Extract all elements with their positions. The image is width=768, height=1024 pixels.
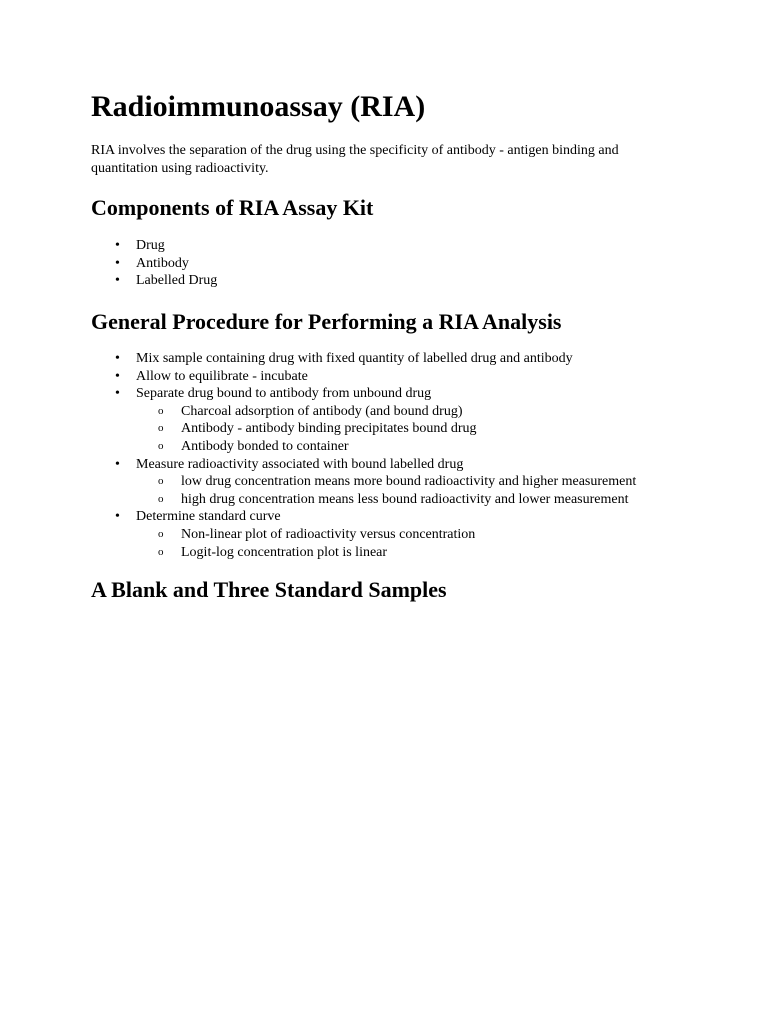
circle-bullet-icon: o — [158, 439, 164, 452]
sub-list-item — [136, 491, 636, 509]
bullet-icon: • — [115, 368, 120, 384]
bullet-icon: • — [115, 255, 120, 271]
circle-bullet-icon: o — [158, 475, 164, 488]
sub-list-item-text: Non-linear plot of radioactivity versus concentration — [181, 526, 476, 542]
list-item — [91, 456, 636, 509]
sub-list — [136, 473, 636, 508]
list-item-text: Determine standard curve — [136, 509, 281, 525]
circle-bullet-icon: o — [158, 492, 164, 505]
circle-bullet-icon: o — [158, 404, 164, 417]
sub-list-item-text: Charcoal adsorption of antibody (and bound drug) — [181, 403, 463, 419]
circle-bullet-icon: o — [158, 422, 164, 435]
sub-list-item-text: high drug concentration means less bound radioactivity and lower measurement — [181, 491, 629, 507]
list-item-text: Labelled Drug — [136, 273, 218, 289]
sub-list — [136, 403, 636, 456]
bullet-icon: • — [115, 273, 120, 289]
circle-bullet-icon: o — [158, 527, 164, 540]
list-item — [91, 272, 217, 290]
sub-list-item — [136, 526, 636, 544]
intro-paragraph: RIA involves the separation of the drug using the specificity of antibody - antigen binding and quantitation using radioactivity. — [91, 143, 619, 176]
bullet-icon: • — [115, 386, 120, 402]
list-item — [91, 255, 217, 273]
components-list — [91, 237, 217, 290]
list-item — [91, 368, 636, 386]
page-title: Radioimmunoassay (RIA) — [91, 90, 426, 123]
list-item-text: Measure radioactivity associated with bound labelled drug — [136, 456, 464, 472]
bullet-icon: • — [115, 509, 120, 525]
components-heading: Components of RIA Assay Kit — [91, 195, 374, 220]
list-item — [91, 385, 636, 455]
sub-list-item — [136, 420, 636, 438]
sub-list — [136, 526, 636, 561]
list-item — [91, 508, 636, 561]
procedure-list — [91, 350, 636, 561]
bullet-icon: • — [115, 238, 120, 253]
sub-list-item-text: Logit-log concentration plot is linear — [181, 544, 388, 560]
standard-samples-heading: A Blank and Three Standard Samples — [91, 577, 447, 602]
bullet-icon: • — [115, 456, 120, 472]
sub-list-item — [136, 403, 636, 421]
sub-list-item — [136, 438, 636, 456]
list-item — [91, 350, 636, 368]
list-item-text: Drug — [136, 238, 165, 253]
bullet-icon: • — [115, 351, 120, 366]
sub-list-item-text: Antibody - antibody binding precipitates bound drug — [181, 421, 477, 437]
list-item-text: Separate drug bound to antibody from unbound drug — [136, 386, 432, 402]
list-item — [91, 237, 217, 255]
list-item-text: Antibody — [136, 255, 189, 271]
sub-list-item-text: low drug concentration means more bound radioactivity and higher measurement — [181, 474, 637, 490]
list-item-text: Mix sample containing drug with fixed quantity of labelled drug and antibody — [136, 351, 573, 366]
circle-bullet-icon: o — [158, 545, 164, 558]
sub-list-item-text: Antibody bonded to container — [181, 438, 349, 454]
list-item-text: Allow to equilibrate - incubate — [136, 368, 308, 384]
sub-list-item — [136, 544, 636, 562]
procedure-heading: General Procedure for Performing a RIA Analysis — [91, 309, 562, 334]
sub-list-item — [136, 473, 636, 491]
